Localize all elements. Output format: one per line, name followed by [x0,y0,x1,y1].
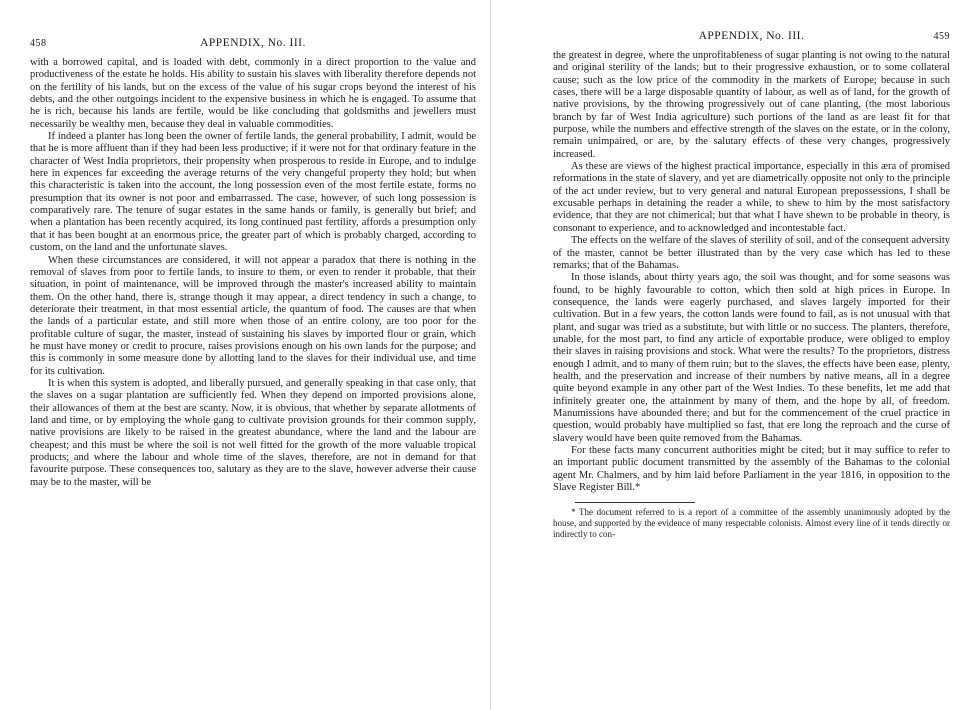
right-page [490,0,980,710]
paragraph: As these are views of the highest practical importance, especially in this æra of promised reformations in the state of slavery, and yet are diametrically opposite not only to the principle of the act under review, but to very general and natural European prepossessions, I shall be excusable perhaps in detaining the reader a while, to shew to him by the most satisfactory evidence, that they are not chimerical; but that what I have shewn to be probable in theory, is consonant to experience, and to acknowledged and incontestable fact. [553,161,950,234]
paragraph: with a borrowed capital, and is loaded with debt, commonly in a direct proportion to the value and productiveness of the estate he holds. His ability to sustain his slaves with liberality therefore depends not on the fertility of his lands, but on the excess of the value of his sugar crops beyond the interest of his debts, and the other outgoings incident to the expensive business in which he is engaged. To assume that he is rich, because his lands are fertile, would be like concluding that goldsmiths and jewellers must necessarily be wealthy men, because they deal in valuable commodities. [30,57,476,130]
left-running-title: APPENDIX, No. III. [200,37,306,49]
paragraph: In those islands, about thirty years ago, the soil was thought, and for some seasons was found, to be highly favourable to cotton, which then sold at high prices in Europe. In consequence, the lands were eagerly purchased, and slaves largely imported for their cultivation. But in a few years, the cotton lands were found to fail, as is not unusual with that plant, and sugar was tried as a substitute, but with little or no success. The planters, therefore, unable, for the most part, to find any article of exportable produce, were obliged to employ their slaves in raising provisions and stock. What were the results? To the proprietors, distress enough I admit, and to many of them ruin; but to the slaves, the effects have been ease, plenty, health, and the preservation and increase of their numbers by native means, all in a degree quite beyond example in any other part of the West Indies. To these benefits, let me add that infinitely greater one, the attainment by many of them, and the hope by all, of freedom. Manumissions have abounded there; and but for the commencement of the cruel practice in question, would probably have multiplied so fast, that ere long the reproach and the curse of slavery would have been quite removed from the Bahamas. [553,272,950,444]
paragraph: the greatest in degree, where the unprofitableness of sugar planting is not owing to the natural and original sterility of the lands; but to their progressive exhaustion, or to some collateral cause; such as the low price of the commodity in the markets of Europe; because in such cases, there will be a large disposable quantity of labour, as well as of land, for the growth of native provisions, by the throwing progressively out of cane planting, (the most laborious branch by far of West India agriculture) such portions of the land as are least fit for that purpose, while the numbers and effective strength of the slaves on the estate, or in the colony, remain unimpaired, or are, by the salutary effects of these very changes, progressively increased. [553,50,950,160]
footnote-rule [575,502,695,503]
paragraph: When these circumstances are considered, it will not appear a paradox that there is nothing in the removal of slaves from poor to fertile lands, to insure to them, or even to render it probable, that their situation, in point of maintenance, will be improved through the master's increased ability to maintain them. On the other hand, there is, strange though it may appear, a direct tendency in such a change, to deteriorate their treatment, in that most essential article, the quantum of food. The causes are that when the lands of a particular estate, and still more when those of an entire colony, are too poor for the profitable culture of sugar, the master, instead of sustaining his slaves by imported flour or grain, which he must have money or credit to procure, raises provisions enough on his own lands for the purpose; and this is commonly in some measure done by allotting land to the slaves for their individual use, and time for its cultivation. [30,254,476,377]
right-page-header [553,30,950,46]
left-page-body [30,57,476,489]
footnote: * The document referred to is a report of a committee of the assembly unanimously adopted by the house, and supported by the evidence of many respectable colonists. Almost every line of it tends directly or indirectly to con- [553,507,950,540]
paragraph: If indeed a planter has long been the owner of fertile lands, the general probability, I admit, would be that he is more affluent than if they had been less productive; if it were not for that ordinary feature in the character of West India proprietors, their propensity when prosperous to reside in Europe, and to indulge here in expences far exceeding the average returns of the very changeful property they hold; but when this characteristic is taken into the account, the long possession even of the most fertile estate, forms no presumption that its owner is not poor and embarrassed. The case, however, of such long possession is comparatively rare. The tenure of sugar estates in the same hands or family, is generally but brief; and when a plantation has been recently acquired, its long continued past fertility, affords a presumption only that it has been bought at an enormous price, the greater part of which is probably charged, according to custom, on the land and the unfortunate slaves. [30,131,476,254]
paragraph: The effects on the welfare of the slaves of sterility of soil, and of the consequent adversity of the master, cannot be better illustrated than by the very case which has led to these remarks; that of the Bahamas. [553,235,950,271]
right-page-body [553,50,950,540]
paragraph: For these facts many concurrent authorities might be cited; but it may suffice to refer to an important public document transmitted by the assembly of the Bahamas to the colonial agent Mr. Chalmers, and by him laid before Parliament in the year 1816, in opposition to the Slave Register Bill.* [553,445,950,494]
paragraph: It is when this system is adopted, and liberally pursued, and generally speaking in that case only, that the slaves on a sugar plantation are sufficiently fed. When they depend on imported provisions alone, their allowances of them at the best are scanty. Now, it is obvious, that whether by separate allotments of land and time, or by employing the whole gang to cultivate provision grounds for their common supply, native provisions are likely to be raised in the greatest abundance, where the land and the labour are cheapest; and this must be where the soil is not well fitted for the growth of the more valuable tropical products; and where the labour and whole time of the slaves, therefore, are not in demand for that favourite purpose. These consequences too, salutary as they are to the slave, however adverse their cause may be to the master, will be [30,377,476,488]
right-running-title: APPENDIX, No. III. [698,30,805,42]
left-page-number: 458 [30,38,47,49]
right-page-number: 459 [933,31,950,42]
left-page-header [30,37,476,53]
